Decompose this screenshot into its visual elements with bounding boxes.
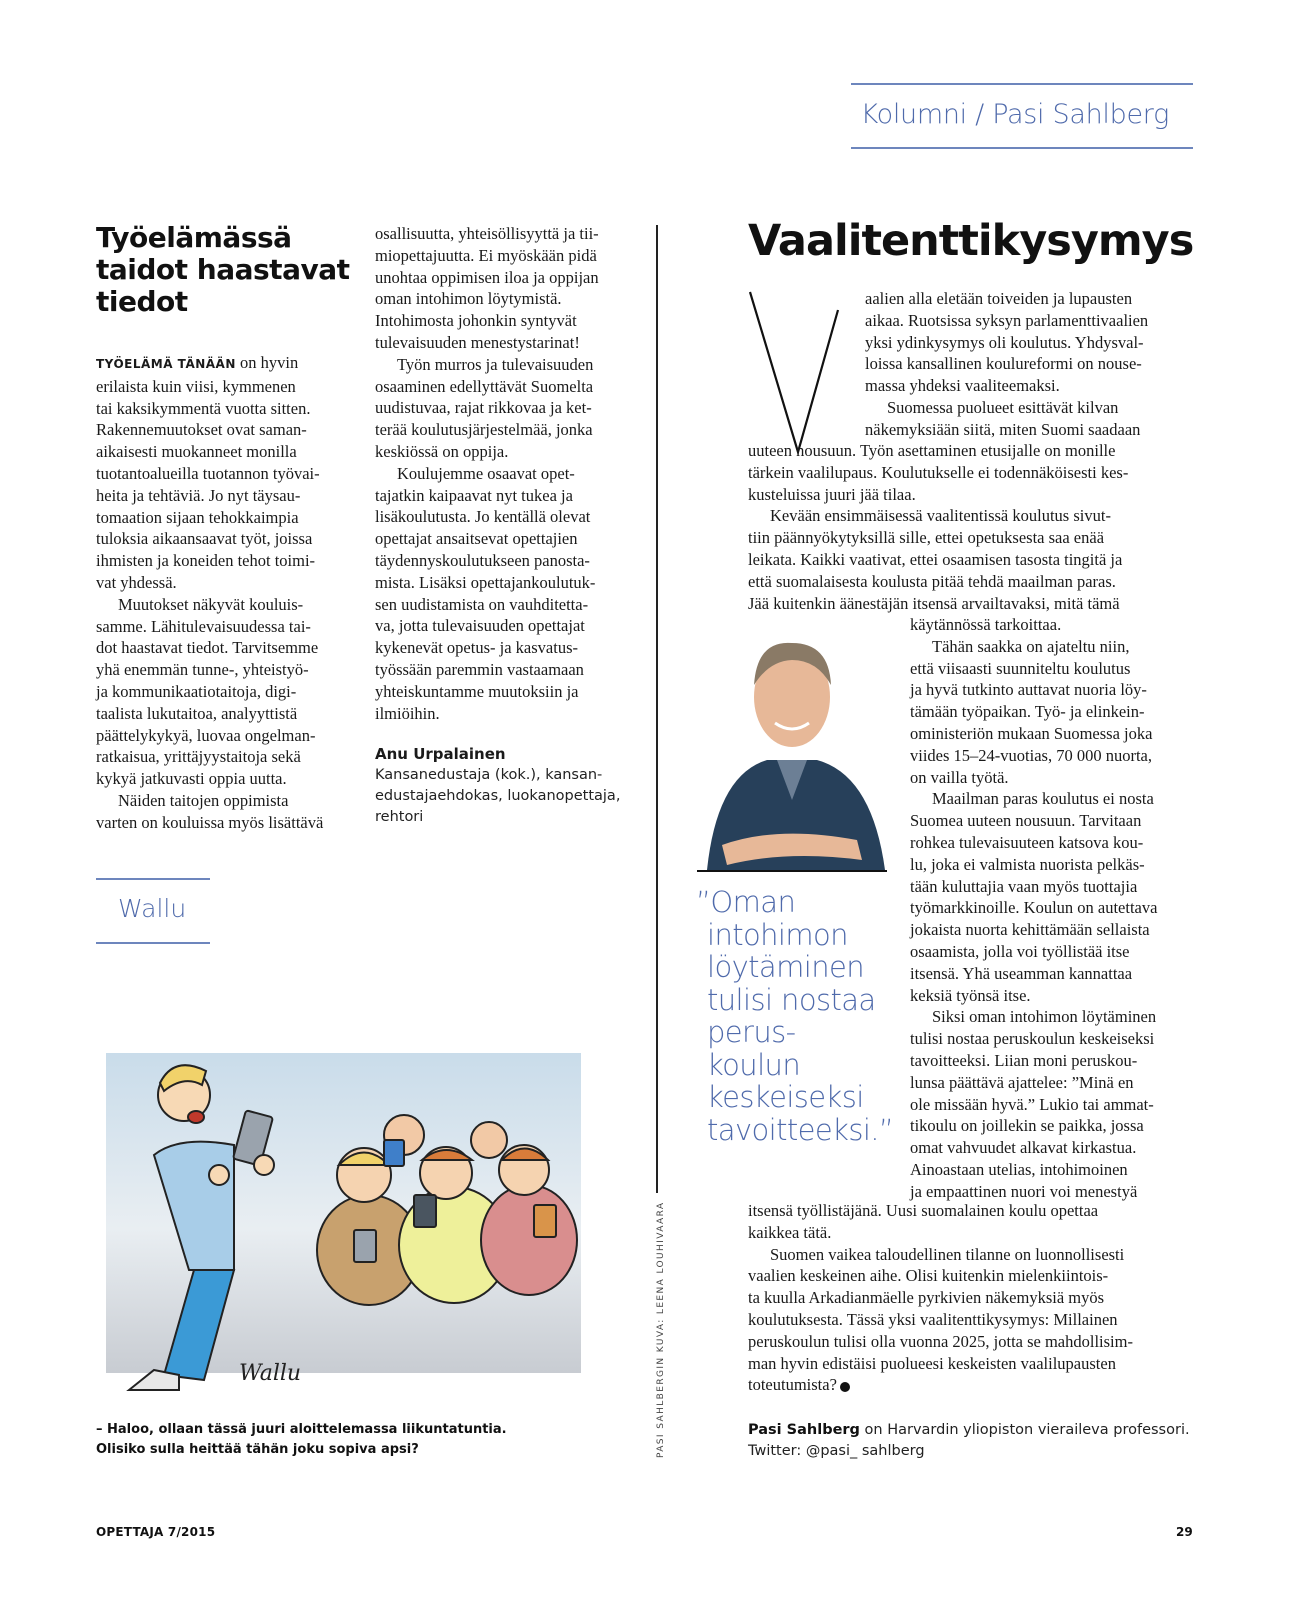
- drop-cap-v-glyph: [748, 290, 848, 460]
- right-article-body-2: [910, 614, 1195, 1203]
- text-line: tulisi nostaa peruskoulun keskeiseksi: [910, 1029, 1155, 1049]
- column-header: [851, 83, 1193, 149]
- text-line: kaikkea tätä.: [748, 1222, 832, 1242]
- text-line: ilmiöihin.: [375, 703, 440, 723]
- pull-quote-line: löytäminen: [707, 950, 865, 984]
- text-line: Jää kuitenkin äänestäjän itsensä arvailtavaksi, mitä tämä: [748, 593, 1120, 613]
- text-line: Suomen vaikea taloudellinen tilanne on luonnollisesti: [770, 1244, 1125, 1264]
- text-line: aalien alla eletään toiveiden ja lupausten: [865, 289, 1133, 308]
- text-line: heita ja tehtäviä. Jo nyt täysau-: [96, 485, 301, 505]
- text-line: man hyvin edistäisi puolueesi keskeisten vaalilupausten: [748, 1353, 1116, 1373]
- text-line: uudistuvaa, rajat rikkovaa ja ket-: [375, 398, 592, 418]
- text-line: taalista lukutaitoa, analyyttistä: [96, 703, 298, 723]
- pull-quote: [696, 886, 896, 1146]
- text-line: oman intohimon löytymistä.: [375, 289, 562, 309]
- text-line: Työn murros ja tulevaisuuden: [397, 354, 594, 374]
- footer-page-number: 29: [1176, 1525, 1193, 1539]
- text-line: osallisuutta, yhteisöllisyyttä ja tii-: [375, 224, 599, 243]
- text-line: on vailla työtä.: [910, 767, 1009, 787]
- headline-line: taidot haastavat: [96, 253, 350, 286]
- footer-publication: OPETTAJA 7/2015: [96, 1525, 216, 1539]
- left-article-headline: [96, 222, 356, 318]
- text-line: ja kommunikaatiotaitoja, digi-: [96, 681, 297, 701]
- author-bio-line: [748, 1420, 1208, 1441]
- text-line: Suomea uuteen nousuun. Tarvitaan: [910, 811, 1142, 831]
- pull-quote-line: intohimon: [707, 917, 848, 952]
- end-mark-icon: [840, 1382, 850, 1392]
- text-line: loissa kansallinen koulureformi on nouse-: [865, 354, 1142, 374]
- text-line: itsensä. Yhä useamman kannattaa: [910, 963, 1133, 983]
- text-line: näkemyksiään siitä, miten Suomi saadaan: [865, 419, 1141, 439]
- text-line: tai kaksikymmentä vuotta sitten.: [96, 398, 311, 418]
- text-line: samme. Lähitulevaisuudessa tai-: [96, 616, 311, 636]
- lead-in: TYÖELÄMÄ TÄNÄÄN: [96, 357, 236, 371]
- text-line: uuteen nousuun. Työn asettaminen etusijalle on monille: [748, 441, 1116, 460]
- text-line: kykenevät opetus- ja kasvatus-: [375, 638, 578, 658]
- headline-line: tiedot: [96, 285, 188, 318]
- photo-credit: [652, 1200, 668, 1458]
- text-line: että viisaasti suunniteltu koulutus: [910, 658, 1131, 678]
- text-line: rohkea tulevaisuuteen katsova kou-: [910, 832, 1144, 852]
- text-line: Tähän saakka on ajateltu niin,: [932, 636, 1130, 656]
- text-line: tomaation sijaan tehokkaimpia: [96, 507, 299, 527]
- text-line: terää koulutusjärjestelmää, jonka: [375, 420, 593, 440]
- text-line: osaaminen edellyttävät Suomelta: [375, 376, 594, 396]
- author-desc-line: rehtori: [375, 809, 424, 826]
- text-line: lunsa päättävä ajattelee: ”Minä en: [910, 1072, 1134, 1092]
- pull-quote-line: tulisi nostaa: [707, 982, 876, 1017]
- text-line: ratkaisua, yrittäjyystaitoja sekä: [96, 747, 301, 767]
- text-line: osaamista, jolla voi työllistää itse: [910, 941, 1130, 961]
- bio-author-name: Pasi Sahlberg: [748, 1422, 860, 1438]
- text-line: Rakennemuutokset ovat saman-: [96, 420, 307, 440]
- text-line: sen uudistamista on vauhditetta-: [375, 594, 589, 614]
- text-line: tiin päännyökytyksillä sille, ettei opetuksesta saa enää: [748, 528, 1105, 548]
- text-line: mista. Lisäksi opettajankoulutuk-: [375, 572, 596, 592]
- left-article-body-1: [96, 352, 358, 834]
- right-article-intro: [865, 288, 1195, 441]
- text-line: Siksi oman intohimon löytäminen: [932, 1007, 1157, 1027]
- text-line: Intohimosta johonkin syntyvät: [375, 311, 577, 331]
- text-line: Kevään ensimmäisessä vaalitentissä koulutus sivut-: [770, 506, 1111, 526]
- pull-quote-line: koulun: [707, 1047, 801, 1082]
- text-line: Muutokset näkyvät kouluis-: [118, 594, 304, 614]
- text-line: tämään työpaikan. Työ- ja elinkein-: [910, 702, 1145, 722]
- left-article-author-name: Anu Urpalainen: [375, 745, 506, 764]
- right-article-body-1: [748, 440, 1198, 614]
- text-line: aikaisesti muokanneet monilla: [96, 442, 297, 462]
- text-line: oministeriön mukaan Suomessa joka: [910, 723, 1153, 743]
- text-line: koulutuksesta. Tässä yksi vaalitenttikysymys: Millainen: [748, 1309, 1118, 1329]
- caption-line: Olisiko sulla heittää tähän joku sopiva apsi?: [96, 1442, 419, 1457]
- text-line: yksi ydinkysymys oli koulutus. Yhdysval-: [865, 332, 1144, 352]
- left-article-column-2: [375, 223, 637, 828]
- text-line: tulevaisuuden menestystarinat!: [375, 332, 580, 352]
- cartoon-caption: [96, 1420, 536, 1460]
- text-line: päättelykykyä, luovaa ongelman-: [96, 725, 316, 745]
- pull-quote-line: tavoitteeksi.”: [707, 1112, 894, 1147]
- text-line: varten on kouluissa myös lisättävä: [96, 812, 324, 832]
- text-line: vaalien keskeinen aihe. Olisi kuitenkin mielenkiintois-: [748, 1266, 1109, 1286]
- text-line: omat vahvuudet alkavat kirkastua.: [910, 1138, 1137, 1158]
- author-desc-line: Kansanedustaja (kok.), kansan-: [375, 767, 603, 784]
- author-portrait: [697, 625, 887, 870]
- text-line: täydennyskoulutukseen panosta-: [375, 550, 590, 570]
- text-line: ja empaattinen nuori voi menestyä: [910, 1181, 1138, 1201]
- cartoon-section-header: [96, 878, 210, 944]
- left-article-column-1: [96, 352, 358, 834]
- pull-quote-line: perus-: [707, 1015, 796, 1049]
- text-line: aikaa. Ruotsissa syksyn parlamenttivaalien: [865, 310, 1149, 330]
- text-line: va, jotta tulevaisuuden opettajat: [375, 616, 585, 636]
- author-bio: [748, 1420, 1208, 1462]
- cartoon-signature: Wallu: [239, 1361, 302, 1386]
- column-header-label: Kolumni / Pasi Sahlberg: [860, 99, 1169, 130]
- pull-quote-line: ”Oman: [696, 885, 796, 919]
- cartoon-illustration: [84, 1025, 584, 1395]
- author-photo: [697, 625, 887, 872]
- text-line: Näiden taitojen oppimista: [118, 790, 289, 810]
- photo-credit-text: PASI SAHLBERGIN KUVA: LEENA LOUHIVAARA: [656, 1201, 666, 1458]
- bio-text: on Harvardin yliopiston vieraileva professori.: [859, 1422, 1190, 1438]
- caption-line: – Haloo, ollaan tässä juuri aloittelemassa liikuntatuntia.: [96, 1422, 507, 1437]
- text-line: Ainoastaan utelias, intohimoinen: [910, 1159, 1128, 1179]
- right-article-title: Vaalitenttikysymys: [748, 216, 1194, 266]
- text-line: tuloksia aikaansaavat työt, joissa: [96, 529, 313, 549]
- text-line: TYÖELÄMÄ TÄNÄÄN on hyvin: [96, 353, 299, 372]
- author-desc-line: edustajaehdokas, luokanopettaja,: [375, 788, 621, 805]
- text-line: tikoulu on joillekin se paikka, jossa: [910, 1116, 1144, 1136]
- text-line: lisäkoulutusta. Jo kentällä olevat: [375, 507, 591, 527]
- text-line: peruskoulun tulisi olla vuonna 2025, jotta se mahdollisim-: [748, 1331, 1133, 1351]
- text-line: tuotantoalueilla tuotannon työvai-: [96, 463, 320, 483]
- text-line: tajatkin kaipaavat nyt tukea ja: [375, 485, 573, 505]
- text-line: dot haastavat tiedot. Tarvitsemme: [96, 638, 319, 658]
- text-line: tärkein vaalilupaus. Koulutukselle ei todennäköisesti kes-: [748, 462, 1129, 482]
- text-line: keskiössä on oppija.: [375, 441, 509, 461]
- text-line: yhteiskuntamme muutoksiin ja: [375, 681, 579, 701]
- text-line: ta kuulla Arkadianmäelle pyrkivien näkemyksiä myös: [748, 1288, 1105, 1308]
- text-line: viides 15–24-vuotias, 70 000 nuorta,: [910, 745, 1152, 765]
- text-line: leikata. Kaikki vaativat, ettei osaamisen tasosta tingitä ja: [748, 549, 1123, 569]
- text-line: massa yhdeksi vaaliteemaksi.: [865, 376, 1060, 396]
- headline-line: Työelämässä: [96, 221, 292, 254]
- text-line: Suomessa puolueet esittävät kilvan: [887, 397, 1119, 417]
- cartoon-section-label: Wallu: [118, 894, 187, 923]
- text-line: yhä enemmän tunne-, yhteistyö-: [96, 660, 309, 680]
- text-line: työssään paremmin vastaamaan: [375, 659, 584, 679]
- column-divider: [656, 225, 658, 1193]
- text-line: jokaista nuorta kehittämään sellaista: [910, 920, 1150, 940]
- left-article-author-desc: [375, 765, 637, 828]
- text-line: tään kuluttajia vaan myös tuottajia: [910, 876, 1138, 896]
- text-line: toteutumista?: [748, 1374, 1198, 1396]
- text-line: ole missään hyvä.” Lukio tai ammat-: [910, 1094, 1154, 1114]
- text-line: opettajat ansaitsevat opettajien: [375, 529, 578, 549]
- text-line: että suomalaisesta koulusta pitää tehdä maailman paras.: [748, 571, 1116, 591]
- text-line: keksiä työnsä itse.: [910, 985, 1031, 1005]
- text-line: miopettajuutta. Ei myöskään pidä: [375, 245, 597, 265]
- text-line: ihmisten ja koneiden tehot toimi-: [96, 551, 316, 571]
- text-line: erilaista kuin viisi, kymmenen: [96, 376, 296, 396]
- text-line: kykyä jatkuvasti oppia uutta.: [96, 769, 287, 789]
- text-line: itsensä työllistäjänä. Uusi suomalainen koulu opettaa: [748, 1201, 1099, 1220]
- text-line: Koulujemme osaavat opet-: [397, 463, 575, 483]
- text-line: kusteluissa juuri jää tilaa.: [748, 484, 916, 504]
- left-article-body-2: [375, 223, 637, 724]
- drop-cap: [748, 290, 848, 460]
- text-line: Maailman paras koulutus ei nosta: [932, 789, 1154, 809]
- text-line: työmarkkinoille. Koulun on autettava: [910, 898, 1158, 918]
- text-line: tavoitteeksi. Liian moni peruskou-: [910, 1050, 1138, 1070]
- text-line: lu, joka ei valmista nuorista pelkäs-: [910, 854, 1145, 874]
- cartoon-image: [84, 1025, 584, 1395]
- text-line: käytännössä tarkoittaa.: [910, 615, 1062, 634]
- text-line: vat yhdessä.: [96, 572, 177, 592]
- pull-quote-line: keskeiseksi: [707, 1080, 864, 1114]
- text-line: ja hyvä tutkinto auttavat nuoria löy-: [910, 680, 1147, 700]
- right-article-body-3: [748, 1200, 1198, 1396]
- text-line: unohtaa oppimisen iloa ja oppijan: [375, 267, 599, 287]
- author-twitter: Twitter: @pasi_ sahlberg: [748, 1443, 925, 1459]
